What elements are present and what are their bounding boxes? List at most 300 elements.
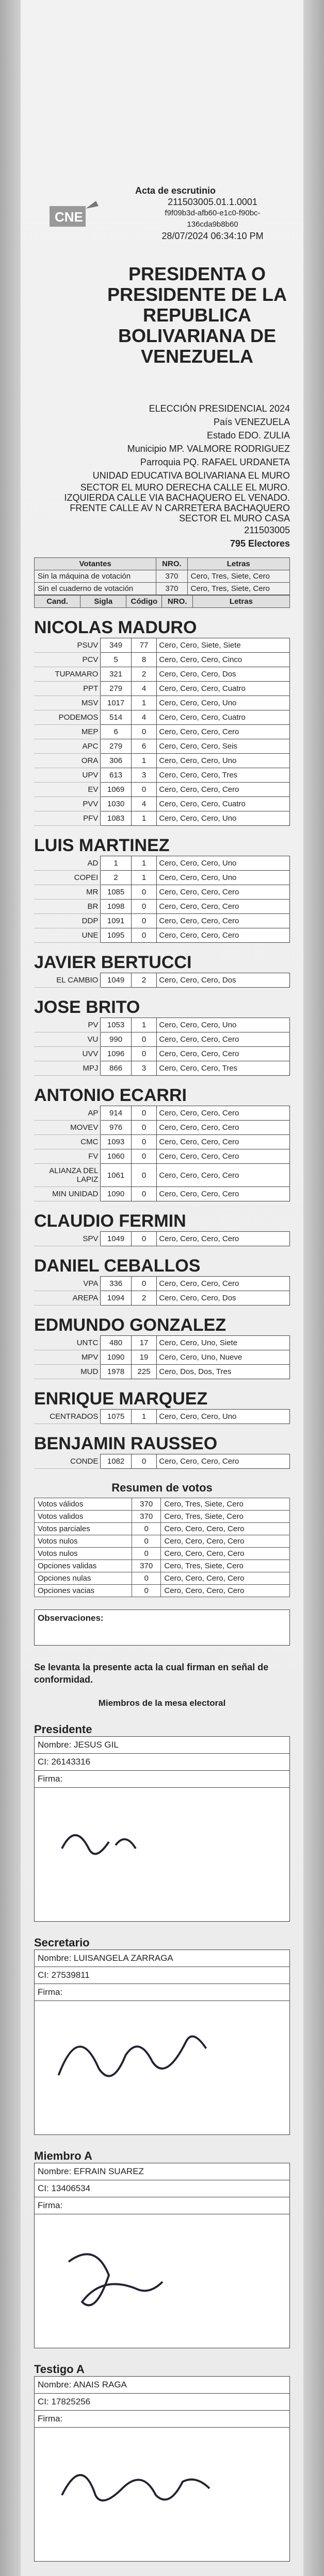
table-row: [34, 768, 290, 783]
table-row: [34, 1350, 290, 1365]
cell: 370: [132, 1511, 160, 1523]
cell: Cero, Cero, Cero, Cero: [161, 1548, 290, 1560]
cell: PVV: [34, 797, 101, 811]
paper-shadow-right: [303, 0, 324, 2576]
cell: Votos validos: [35, 1511, 132, 1523]
candidate-votes-table: [34, 1231, 290, 1246]
member-firma: Firma:: [34, 1771, 290, 1788]
cell: CENTRADOS: [34, 1410, 101, 1424]
cell: 1: [131, 1410, 157, 1424]
table-row: [34, 1365, 290, 1379]
cell: MPV: [34, 1350, 101, 1365]
cell: 1049: [101, 1232, 131, 1246]
candidate-name: CLAUDIO FERMIN: [34, 1211, 186, 1231]
table-row: [34, 638, 290, 653]
cell: Cero, Cero, Cero, Cero: [157, 1121, 290, 1135]
cell: 3: [131, 768, 157, 783]
cell: Cero, Cero, Cero, Cero: [157, 1135, 290, 1149]
cell: 0: [131, 885, 157, 900]
cell: PSUV: [34, 638, 101, 653]
cell: 0: [131, 914, 157, 928]
cell: 1030: [101, 797, 131, 811]
sub-th: NRO.: [162, 596, 192, 608]
municipality: Municipio MP. VALMORE RODRIGUEZ: [127, 444, 290, 454]
signature-area: [34, 1788, 290, 1922]
cell: Cero, Cero, Cero, Cero: [157, 1454, 290, 1469]
member-firma: Firma:: [34, 2411, 290, 2428]
members-title: Miembros de la mesa electoral: [98, 1698, 226, 1708]
cell: MR: [34, 885, 101, 900]
location-block: [34, 402, 290, 550]
cell: MEP: [34, 725, 101, 739]
cell: 321: [101, 667, 131, 682]
cell: PPT: [34, 682, 101, 696]
cell: Cero, Tres, Siete, Cero: [161, 1498, 290, 1511]
cell: COPEI: [34, 871, 101, 885]
candidate-name: EDMUNDO GONZALEZ: [34, 1315, 226, 1335]
cell: MIN UNIDAD: [34, 1187, 101, 1201]
cell: 0: [131, 725, 157, 739]
table-row: [35, 1572, 290, 1585]
table-row: [34, 1032, 290, 1047]
candidate-votes-table: [34, 1276, 290, 1306]
cell: Cero, Cero, Cero, Cero: [157, 1164, 290, 1187]
parish: Parroquia PQ. RAFAEL URDANETA: [140, 457, 290, 467]
th-votantes: Votantes: [35, 558, 156, 570]
cell: 480: [101, 1336, 131, 1350]
table-row: [34, 725, 290, 739]
candidates-list: [34, 617, 290, 1469]
cell: TUPAMARO: [34, 667, 101, 682]
cell: 279: [101, 739, 131, 754]
table-row: [34, 710, 290, 725]
candidate-votes-table: [34, 856, 290, 943]
cell: Cero, Tres, Siete, Cero: [161, 1511, 290, 1523]
cell: 914: [101, 1106, 131, 1121]
cell: AREPA: [34, 1291, 101, 1306]
cell: 0: [131, 928, 157, 943]
cell: 370: [156, 583, 187, 595]
table-row: [34, 914, 290, 928]
cell: 1098: [101, 900, 131, 914]
signature-area: [34, 2428, 290, 2562]
country: País VENEZUELA: [213, 417, 290, 427]
cell: 1049: [101, 973, 131, 988]
member-name: Nombre: JESUS GIL: [34, 1736, 290, 1754]
cell: VPA: [34, 1277, 101, 1291]
cell: PV: [34, 1018, 101, 1032]
signature-icon: [55, 2022, 262, 2104]
cell: Sin la máquina de votación: [35, 570, 156, 583]
table-row: [34, 1121, 290, 1135]
cell: 225: [131, 1365, 157, 1379]
cell: 0: [131, 1032, 157, 1047]
cell: 1095: [101, 928, 131, 943]
cell: 2: [131, 1291, 157, 1306]
table-row: [35, 1585, 290, 1597]
cell: Cero, Cero, Cero, Tres: [157, 768, 290, 783]
candidate-votes-table: [34, 973, 290, 988]
cell: SPV: [34, 1232, 101, 1246]
cell: Votos nulos: [35, 1548, 132, 1560]
table-row: [35, 1498, 290, 1511]
cell: 0: [131, 1047, 157, 1061]
cell: 1085: [101, 885, 131, 900]
members-list: [34, 1723, 290, 2576]
cell: FV: [34, 1149, 101, 1164]
candidate-votes-table: [34, 1335, 290, 1379]
table-row: [34, 928, 290, 943]
votes-summary-table: [34, 1498, 290, 1597]
cell: BR: [34, 900, 101, 914]
paper-shadow-left: [0, 0, 21, 2576]
member-firma: Firma:: [34, 2197, 290, 2214]
cell: Cero, Cero, Cero, Cuatro: [157, 682, 290, 696]
table-row: [34, 1291, 290, 1306]
cell: 1090: [101, 1187, 131, 1201]
hash-line-2: 136cda9b8b60: [187, 220, 238, 229]
cell: Sin el cuaderno de votación: [35, 583, 156, 595]
center: UNIDAD EDUCATIVA BOLIVARIANA EL MURO: [92, 470, 290, 481]
cell: Cero, Tres, Siete, Cero: [187, 583, 289, 595]
cell: 6: [131, 739, 157, 754]
cell: 17: [131, 1336, 157, 1350]
cell: 1091: [101, 914, 131, 928]
table-row: [34, 1047, 290, 1061]
candidate-name: BENJAMIN RAUSSEO: [34, 1434, 218, 1453]
cell: 279: [101, 682, 131, 696]
cell: 1096: [101, 1047, 131, 1061]
table-row: [35, 1548, 290, 1560]
cell: CONDE: [34, 1454, 101, 1469]
cell: UPV: [34, 768, 101, 783]
sub-th: Cand.: [35, 596, 80, 608]
cell: Cero, Cero, Cero, Dos: [157, 1291, 290, 1306]
table-row: [34, 871, 290, 885]
member-name: Nombre: EFRAIN SUAREZ: [34, 2163, 290, 2180]
cell: 1053: [101, 1018, 131, 1032]
cell: Cero, Cero, Cero, Cero: [161, 1523, 290, 1535]
cell: Cero, Cero, Cero, Cero: [157, 1032, 290, 1047]
cell: 0: [132, 1535, 160, 1548]
cell: 1094: [101, 1291, 131, 1306]
table-row: [34, 973, 290, 988]
cell: AD: [34, 856, 101, 871]
table-row: [34, 1454, 290, 1469]
table-row: [34, 653, 290, 667]
cell: Cero, Cero, Cero, Cero: [157, 1187, 290, 1201]
cell: 0: [131, 1106, 157, 1121]
cell: 2: [101, 871, 131, 885]
signature-icon: [55, 1808, 262, 1891]
cell: 514: [101, 710, 131, 725]
sub-th: Letras: [192, 596, 289, 608]
signature-icon: [55, 2448, 262, 2531]
cell: 1017: [101, 696, 131, 710]
cell: 4: [131, 682, 157, 696]
th-letras: Letras: [187, 558, 289, 570]
cell: Votos nulos: [35, 1535, 132, 1548]
cell: 0: [132, 1585, 160, 1597]
candidate-name: ANTONIO ECARRI: [34, 1086, 187, 1105]
table-row: [34, 856, 290, 871]
member-ci: CI: 13406534: [34, 2180, 290, 2197]
table-row: [34, 1061, 290, 1076]
candidate-name: LUIS MARTINEZ: [34, 836, 170, 855]
cell: Votos parciales: [35, 1523, 132, 1535]
center-code: 211503005: [244, 525, 290, 535]
cell: 976: [101, 1121, 131, 1135]
table-row: [34, 797, 290, 811]
cell: PODEMOS: [34, 710, 101, 725]
cell: Cero, Cero, Cero, Cero: [157, 885, 290, 900]
table-row: [34, 1149, 290, 1164]
cell: Cero, Cero, Cero, Uno: [157, 811, 290, 826]
cell: Cero, Tres, Siete, Cero: [161, 1560, 290, 1572]
cell: Cero, Cero, Cero, Cinco: [157, 653, 290, 667]
cell: 1: [131, 754, 157, 768]
acta-meta: [135, 185, 290, 242]
table-row: [34, 885, 290, 900]
cell: 370: [132, 1560, 160, 1572]
cell: 19: [131, 1350, 157, 1365]
cell: Cero, Cero, Cero, Cero: [161, 1535, 290, 1548]
table-row: [35, 1523, 290, 1535]
cell: 5: [101, 653, 131, 667]
cell: 1083: [101, 811, 131, 826]
sub-th: Sigla: [80, 596, 126, 608]
cell: 8: [131, 653, 157, 667]
candidate-votes-table: [34, 638, 290, 826]
cell: MOVEV: [34, 1121, 101, 1135]
table-row: [35, 1511, 290, 1523]
cell: 3: [131, 1061, 157, 1076]
member-ci: CI: 27539811: [34, 1967, 290, 1984]
acta-number: 211503005.01.1.0001: [168, 197, 257, 207]
acta-paper: [21, 0, 303, 2576]
cell: EV: [34, 783, 101, 797]
cell: Cero, Cero, Cero, Tres: [157, 1061, 290, 1076]
cell: UNTC: [34, 1336, 101, 1350]
cell: 1: [131, 856, 157, 871]
cell: 77: [131, 638, 157, 653]
candidate-name: ENRIQUE MARQUEZ: [34, 1389, 208, 1409]
cell: Cero, Cero, Cero, Cero: [157, 1106, 290, 1121]
cell: Cero, Cero, Cero, Cero: [157, 783, 290, 797]
cell: 1075: [101, 1410, 131, 1424]
member-firma: Firma:: [34, 1984, 290, 2001]
cell: Opciones vacias: [35, 1585, 132, 1597]
cell: 0: [131, 1277, 157, 1291]
member-ci: CI: 17825256: [34, 2394, 290, 2411]
sub-header: [34, 595, 290, 608]
cell: Opciones nulas: [35, 1572, 132, 1585]
cell: Cero, Cero, Cero, Cero: [161, 1585, 290, 1597]
cell: 1093: [101, 1135, 131, 1149]
cell: 990: [101, 1032, 131, 1047]
cell: Cero, Cero, Cero, Cero: [157, 900, 290, 914]
cell: 0: [131, 1164, 157, 1187]
top-blank: [34, 0, 290, 185]
cell: Cero, Cero, Cero, Dos: [157, 973, 290, 988]
cell: 349: [101, 638, 131, 653]
member-role: Presidente: [34, 1723, 92, 1736]
cell: 1: [131, 1018, 157, 1032]
cell: Cero, Cero, Cero, Cuatro: [157, 797, 290, 811]
cell: 2: [131, 667, 157, 682]
table-row: [34, 682, 290, 696]
cell: UVV: [34, 1047, 101, 1061]
cell: ORA: [34, 754, 101, 768]
table-row: [34, 739, 290, 754]
cell: UNE: [34, 928, 101, 943]
cell: CMC: [34, 1135, 101, 1149]
cell: 613: [101, 768, 131, 783]
cell: Cero, Cero, Uno, Siete: [157, 1336, 290, 1350]
cell: Cero, Cero, Uno, Nueve: [157, 1350, 290, 1365]
cell: Cero, Cero, Cero, Cero: [157, 1277, 290, 1291]
table-row: [35, 583, 290, 595]
cell: VU: [34, 1032, 101, 1047]
table-row: [34, 1106, 290, 1121]
cell: Cero, Cero, Cero, Cero: [157, 1149, 290, 1164]
table-row: [34, 900, 290, 914]
election: ELECCIÓN PRESIDENCIAL 2024: [149, 403, 290, 414]
cell: Cero, Cero, Cero, Cero: [157, 725, 290, 739]
cell: Cero, Cero, Cero, Uno: [157, 1410, 290, 1424]
cell: Cero, Tres, Siete, Cero: [187, 570, 289, 583]
cell: 866: [101, 1061, 131, 1076]
cell: 1: [131, 811, 157, 826]
table-row: [34, 1410, 290, 1424]
cell: Cero, Cero, Cero, Cero: [157, 928, 290, 943]
cell: MPJ: [34, 1061, 101, 1076]
acta-header: [34, 185, 290, 402]
cell: 370: [132, 1498, 160, 1511]
cell: MUD: [34, 1365, 101, 1379]
table-row: [34, 1336, 290, 1350]
candidate-name: JOSE BRITO: [34, 997, 140, 1017]
table-row: [35, 1560, 290, 1572]
th-nro: NRO.: [156, 558, 187, 570]
cell: ALIANZA DEL LAPIZ: [34, 1164, 101, 1187]
cell: Cero, Cero, Cero, Cero: [157, 1047, 290, 1061]
timestamp: 28/07/2024 06:34:10 PM: [161, 231, 264, 241]
cell: Cero, Cero, Cero, Uno: [157, 1018, 290, 1032]
cell: 1069: [101, 783, 131, 797]
cne-logo: [44, 196, 106, 242]
cell: APC: [34, 739, 101, 754]
cell: AP: [34, 1106, 101, 1121]
candidate-name: JAVIER BERTUCCI: [34, 953, 192, 972]
member-ci: CI: 26143316: [34, 1754, 290, 1771]
signature-area: [34, 2214, 290, 2348]
candidate-name: DANIEL CEBALLOS: [34, 1256, 201, 1276]
conformity-text: Se levanta la presente acta la cual firman en señal de conformidad.: [34, 1662, 269, 1685]
table-row: [34, 1277, 290, 1291]
member-name: Nombre: LUISANGELA ZARRAGA: [34, 1950, 290, 1967]
cell: PCV: [34, 653, 101, 667]
sub-th: Código: [126, 596, 162, 608]
signature-area: [34, 2001, 290, 2135]
cell: 0: [131, 900, 157, 914]
signature-icon: [55, 2235, 262, 2317]
candidate-votes-table: [34, 1409, 290, 1424]
table-row: [35, 1535, 290, 1548]
electors: 795 Electores: [230, 538, 290, 549]
cell: Cero, Cero, Cero, Uno: [157, 856, 290, 871]
cell: 0: [131, 1187, 157, 1201]
cell: 1978: [101, 1365, 131, 1379]
cell: 1090: [101, 1350, 131, 1365]
member-name: Nombre: ANAIS RAGA: [34, 2376, 290, 2394]
main-title: PRESIDENTA O PRESIDENTE DE LA REPUBLICA BOLIVARIANA DE VENEZUELA: [107, 263, 287, 367]
cell: Cero, Cero, Cero, Uno: [157, 696, 290, 710]
candidate-votes-table: [34, 1018, 290, 1076]
svg-text:CNE: CNE: [55, 209, 83, 225]
candidate-name: NICOLAS MADURO: [34, 618, 197, 637]
summary-table: [34, 557, 290, 595]
cell: 1082: [101, 1454, 131, 1469]
cell: 0: [131, 1149, 157, 1164]
cell: 6: [101, 725, 131, 739]
cell: 0: [131, 1232, 157, 1246]
cell: 1: [131, 696, 157, 710]
cell: 0: [131, 1454, 157, 1469]
hash-line-1: f9f09b3d-afb60-e1c0-f90bc-: [165, 209, 261, 217]
state: Estado EDO. ZULIA: [206, 430, 290, 440]
main-title-block: [104, 258, 290, 367]
cell: Cero, Cero, Cero, Cero: [157, 914, 290, 928]
table-row: [34, 1187, 290, 1201]
cell: 4: [131, 797, 157, 811]
member-role: Secretario: [34, 1936, 90, 1949]
candidate-votes-table: [34, 1454, 290, 1469]
cell: Cero, Cero, Cero, Cuatro: [157, 710, 290, 725]
table-row: [34, 1018, 290, 1032]
cell: Cero, Cero, Cero, Dos: [157, 667, 290, 682]
cell: 306: [101, 754, 131, 768]
table-row: [34, 754, 290, 768]
cell: Cero, Cero, Cero, Seis: [157, 739, 290, 754]
cell: EL CAMBIO: [34, 973, 101, 988]
table-row: [34, 1232, 290, 1246]
cell: 370: [156, 570, 187, 583]
table-row: [34, 667, 290, 682]
cell: 0: [131, 783, 157, 797]
cell: 0: [131, 1135, 157, 1149]
cell: 1: [101, 856, 131, 871]
cell: 1061: [101, 1164, 131, 1187]
cell: Cero, Cero, Cero, Cero: [161, 1572, 290, 1585]
cell: 0: [131, 1121, 157, 1135]
cell: Cero, Dos, Dos, Tres: [157, 1365, 290, 1379]
cell: 336: [101, 1277, 131, 1291]
observations-label: Observaciones:: [38, 1613, 104, 1623]
acta-title: Acta de escrutinio: [135, 185, 216, 196]
address: SECTOR EL MURO DERECHA CALLE EL MURO. IZQUIERDA CALLE VIA BACHAQUERO EL VENADO. FRENTE CALLE AV N CARRETERA BACHAQUERO SECTOR EL MURO CASA: [64, 482, 290, 523]
cell: Votos válidos: [35, 1498, 132, 1511]
table-row: [34, 811, 290, 826]
cell: Cero, Cero, Cero, Cero: [157, 1232, 290, 1246]
cell: Cero, Cero, Cero, Uno: [157, 871, 290, 885]
cell: 0: [132, 1572, 160, 1585]
member-role: Testigo A: [34, 2363, 85, 2376]
candidate-votes-table: [34, 1106, 290, 1201]
cell: Cero, Cero, Siete, Siete: [157, 638, 290, 653]
table-row: [34, 696, 290, 710]
cell: 2: [131, 973, 157, 988]
